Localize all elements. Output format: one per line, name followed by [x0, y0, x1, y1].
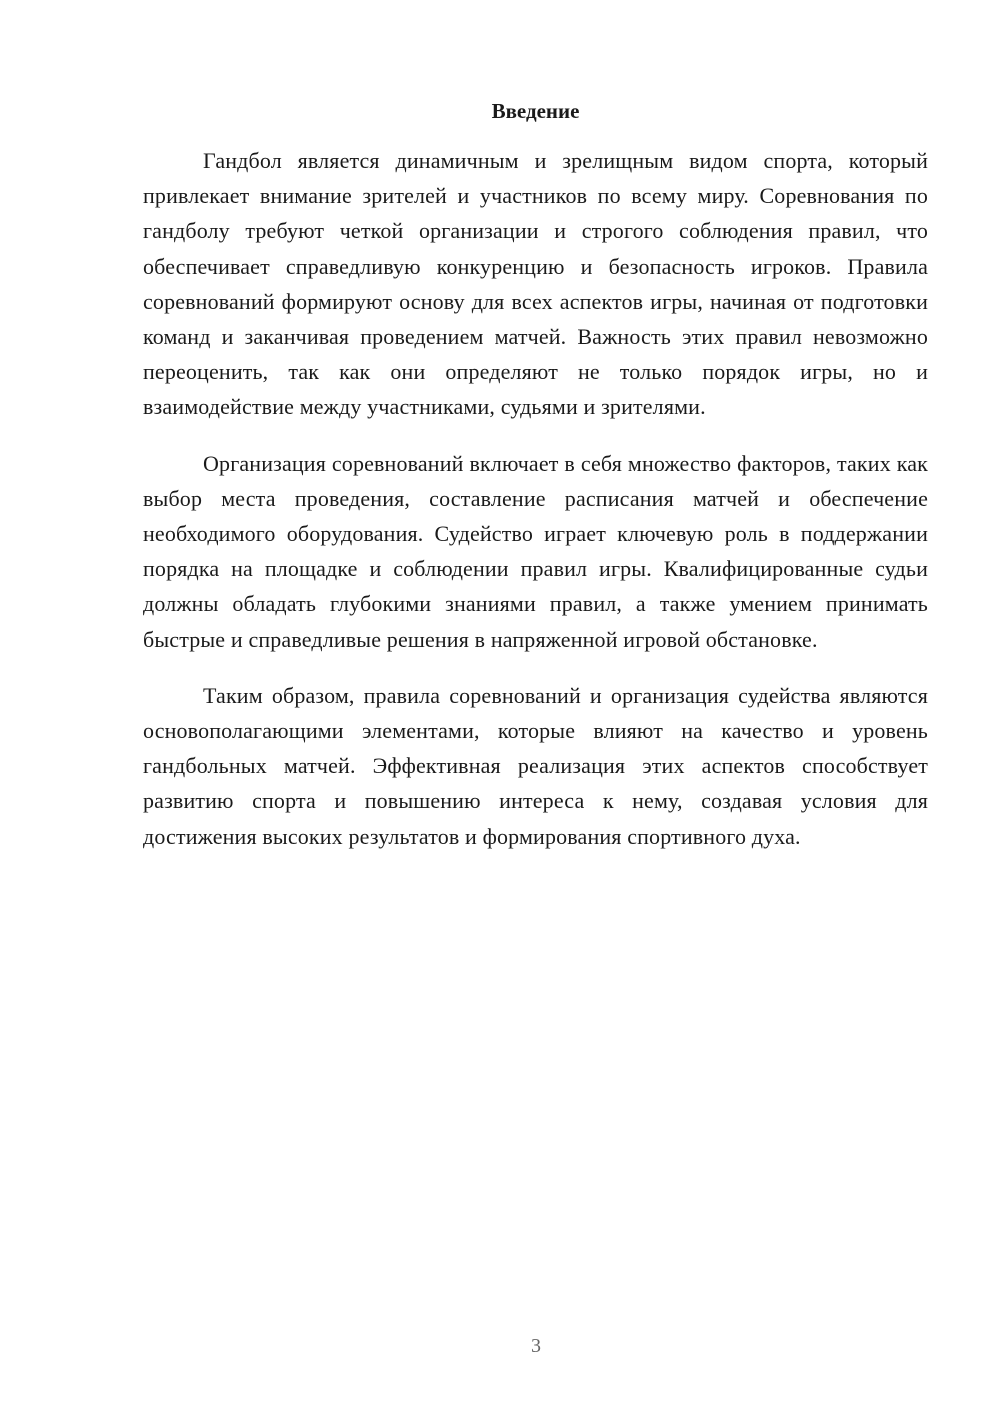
- paragraph-conclusion: Таким образом, правила соревнований и организация судейства являются основополагающими элементами, которые влияют на качество и уровень гандбольных матчей. Эффективная реализация этих аспектов способствует развитию спорта и повышению интереса к нему, создавая условия для достижения высоких результатов и формирования спортивного духа.: [143, 682, 928, 849]
- paragraph-organization: Организация соревнований включает в себя множество факторов, таких как выбор места проведения, составление расписания матчей и обеспечение необходимого оборудования. Судейство играет ключевую роль в поддержании порядка на площадке и соблюдении правил игры. Квалифицированные судьи должны обладать глубокими знаниями правил, а также умением принимать быстрые и справедливые решения в напряженной игровой обстановке.: [143, 450, 928, 652]
- section-heading: Введение: [491, 99, 580, 123]
- page-number: 3: [531, 1335, 541, 1357]
- body-text: [143, 143, 928, 875]
- paragraph-intro: Гандбол является динамичным и зрелищным видом спорта, который привлекает внимание зрителей и участников по всему миру. Соревнования по гандболу требуют четкой организации и строгого соблюдения правил, что обеспечивает справедливую конкуренцию и безопасность игроков. Правила соревнований формируют основу для всех аспектов игры, начиная от подготовки команд и заканчивая проведением матчей. Важность этих правил невозможно переоценить, так как они определяют не только порядок игры, но и взаимодействие между участниками, судьями и зрителями.: [143, 148, 928, 420]
